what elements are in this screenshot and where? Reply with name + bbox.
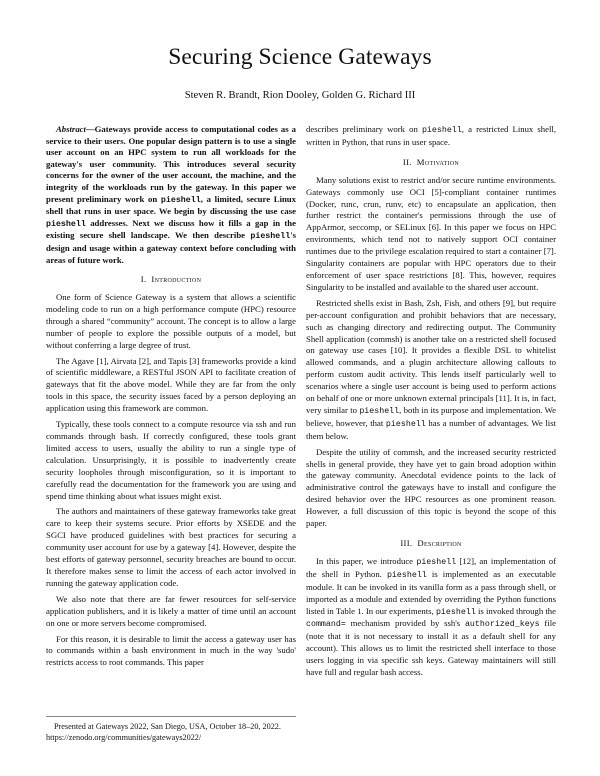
inline-code: pieshell — [385, 419, 426, 429]
inline-code: pieshell — [386, 570, 427, 580]
paragraph-text: In this paper, we introduce — [316, 555, 417, 566]
right-column — [306, 124, 556, 683]
paragraph — [306, 556, 556, 679]
paragraph-text: is implemented as an executable module. It can be invoked in its vanilla form as a pass through shell, or imported as a module and extended by overriding the Python functions listed in Table 1. In our experiments, — [306, 568, 556, 616]
section-heading-motivation — [306, 157, 556, 169]
section-heading-description — [306, 538, 556, 550]
inline-code: pieshell — [421, 126, 462, 135]
paragraph: We also note that there are far fewer resources for self-service application publishers, and it is likely a matter of time until an account on one or more servers become compromised. — [46, 593, 296, 628]
paragraph-text: Restricted shells exist in Bash, Zsh, Fish, and others [9], but require per-account configuration and prohibit behaviors that are necessary, such as changing directory and redirecting output. The Community Shell application (commsh) is another take on a restricted shell focused on gateway use cases [10]. It provides a flexible DSL to whitelist allowed commands, and a plugin architecture allowing callouts to perform custom audit activity. This lends itself particularly well to scenarios where a single user account is being used to perform actions on behalf of one or more unknown external principals [11]. It is, in fact, very similar to — [306, 297, 556, 415]
inline-code: pieshell — [359, 406, 400, 416]
abstract — [46, 124, 296, 266]
footnote-text: Presented at Gateways 2022, San Diego, USA, October 18–20, 2022. https://zenodo.org/communities/gateways2022/ — [46, 722, 281, 742]
section-number: III. — [400, 538, 413, 548]
section-title: Description — [417, 538, 462, 548]
paragraph-text: file (note that it is not necessary to install it as a default shell for any account). This allows us to limit the restricted shell interface to those users logging in via specific ssh keys. Gateway maintainers will still have full and regular bash access. — [306, 618, 557, 678]
paragraph: Typically, these tools connect to a compute resource via ssh and run commands through bash. If correctly configured, these tools grant limited access to users, usually the ability to run a single type of calculation. Unsurprisingly, it is possible to inadvertently create security loopholes through misconfiguration, so it is important to carefully read the documentation for the framework you are using and spend time thinking about what issues might exist. — [46, 419, 296, 501]
inline-code: authorized_keys — [464, 620, 540, 630]
paragraph: For this reason, it is desirable to limit the access a gateway user has to commands within a bash environment in much in the way 'sudo' restricts access to root commands. This paper — [46, 633, 296, 668]
abstract-label: Abstract — [56, 124, 86, 134]
abstract-text: 's design and usage within a gateway context before concluding with areas of future work. — [46, 230, 296, 265]
paragraph: Despite the utility of commsh, and the increased security restricted shells in general provide, they have yet to gain broad adoption within the gateway community. Anecdotal evidence points to the lack of administrative control the gateways have to install and configure the desired behavior over the HPC resources as one prominent reason. However, a full discussion of this topic is beyond the scope of this paper. — [306, 446, 556, 529]
abstract-code: pieshell — [250, 232, 291, 242]
section-number: I. — [140, 274, 147, 285]
footnote — [46, 716, 296, 743]
paragraph-text: has a number of advantages. We list them below. — [306, 417, 556, 441]
abstract-code: pieshell — [46, 219, 86, 229]
paragraph-text: describes preliminary work on — [306, 124, 422, 134]
section-heading-introduction — [46, 274, 296, 286]
paragraph-text: is invoked through the — [475, 605, 556, 616]
paper-authors: Steven R. Brandt, Rion Dooley, Golden G. Richard III — [184, 90, 416, 101]
paragraph-text: , a restricted Linux shell, written in Python, that runs in user space. — [306, 124, 556, 147]
paragraph — [306, 298, 556, 443]
paragraph-text: , both in its purpose and implementation. We believe, however, that — [306, 404, 556, 428]
paragraph: One form of Science Gateway is a system that allows a scientific modeling code to run on a high performance compute (HPC) resource through a shared “community” account. The concept is to allow a large number of people to explore the possible outputs of a model, but without conferring a large degree of trust. — [46, 292, 296, 350]
section-title: Motivation — [416, 156, 460, 167]
abstract-code: pieshell — [160, 195, 201, 205]
paper-title: Securing Science Gateways — [168, 44, 432, 70]
inline-code: command= — [306, 620, 346, 630]
abstract-text: , a limited, secure Linux shell that runs in user space. We begin by discussing the use case — [46, 193, 296, 217]
abstract-text: addresses. Next we discuss how it fills a gap in the existing secure shell landscape. We then describe — [46, 217, 296, 241]
abstract-dash: — — [85, 124, 95, 134]
inline-code: pieshell — [416, 557, 457, 567]
left-column — [46, 124, 296, 673]
section-number: II. — [402, 156, 412, 167]
section-title: Introduction — [151, 274, 202, 285]
inline-code: pieshell — [435, 607, 476, 617]
paragraph — [306, 124, 556, 149]
paragraph-text: [12], an implementation of the shell in Python. — [306, 555, 556, 579]
paragraph: The Agave [1], Airvata [2], and Tapis [3] frameworks provide a kind of scientific middleware, a RESTful JSON API to facilitate creation of gateways that fit the above model. While they are far from the only tools in this space, the security issues faced by a person deploying an application using this framework are common. — [46, 355, 296, 414]
paragraph-text: mechanism provided by ssh's — [345, 618, 465, 629]
abstract-text: Gateways provide access to computational codes as a service to their users. One popular design pattern is to use a single user account on an HPC system to run all workloads for the gateway's user community. This introduces several security concerns for the owner of the user account, the machine, and the integrity of the workloads run by the gateway. In this paper we present preliminary work on — [46, 124, 296, 204]
paragraph: Many solutions exist to restrict and/or secure runtime environments. Gateways commonly use OCI [5]-compliant container runtimes (Docker, runc, crun, runv, etc) to encapsulate an application, then further restrict the container's permissions through the use of AppArmor, seccomp, or SELinux [6]. In this paper we focus on HPC environments, which tend not to natively support OCI container runtimes due to the privilege escalation required to start a container [7]. Singularity containers are popular with HPC operators due to their enforcement of user space restrictions [8]. This, however, requires Singularity to be installed and available to the shared user account. — [306, 174, 556, 292]
paragraph: The authors and maintainers of these gateway frameworks take great care to keep their systems secure. Prior efforts by XSEDE and the SGCI have produced guidelines with best practices for securing a community user account for use by a gateway [4]. However, despite the best efforts of gateway personnel, security breaches are bound to occur. It therefore makes sense to limit the access of each actor involved in running the gateway application code. — [46, 506, 296, 588]
